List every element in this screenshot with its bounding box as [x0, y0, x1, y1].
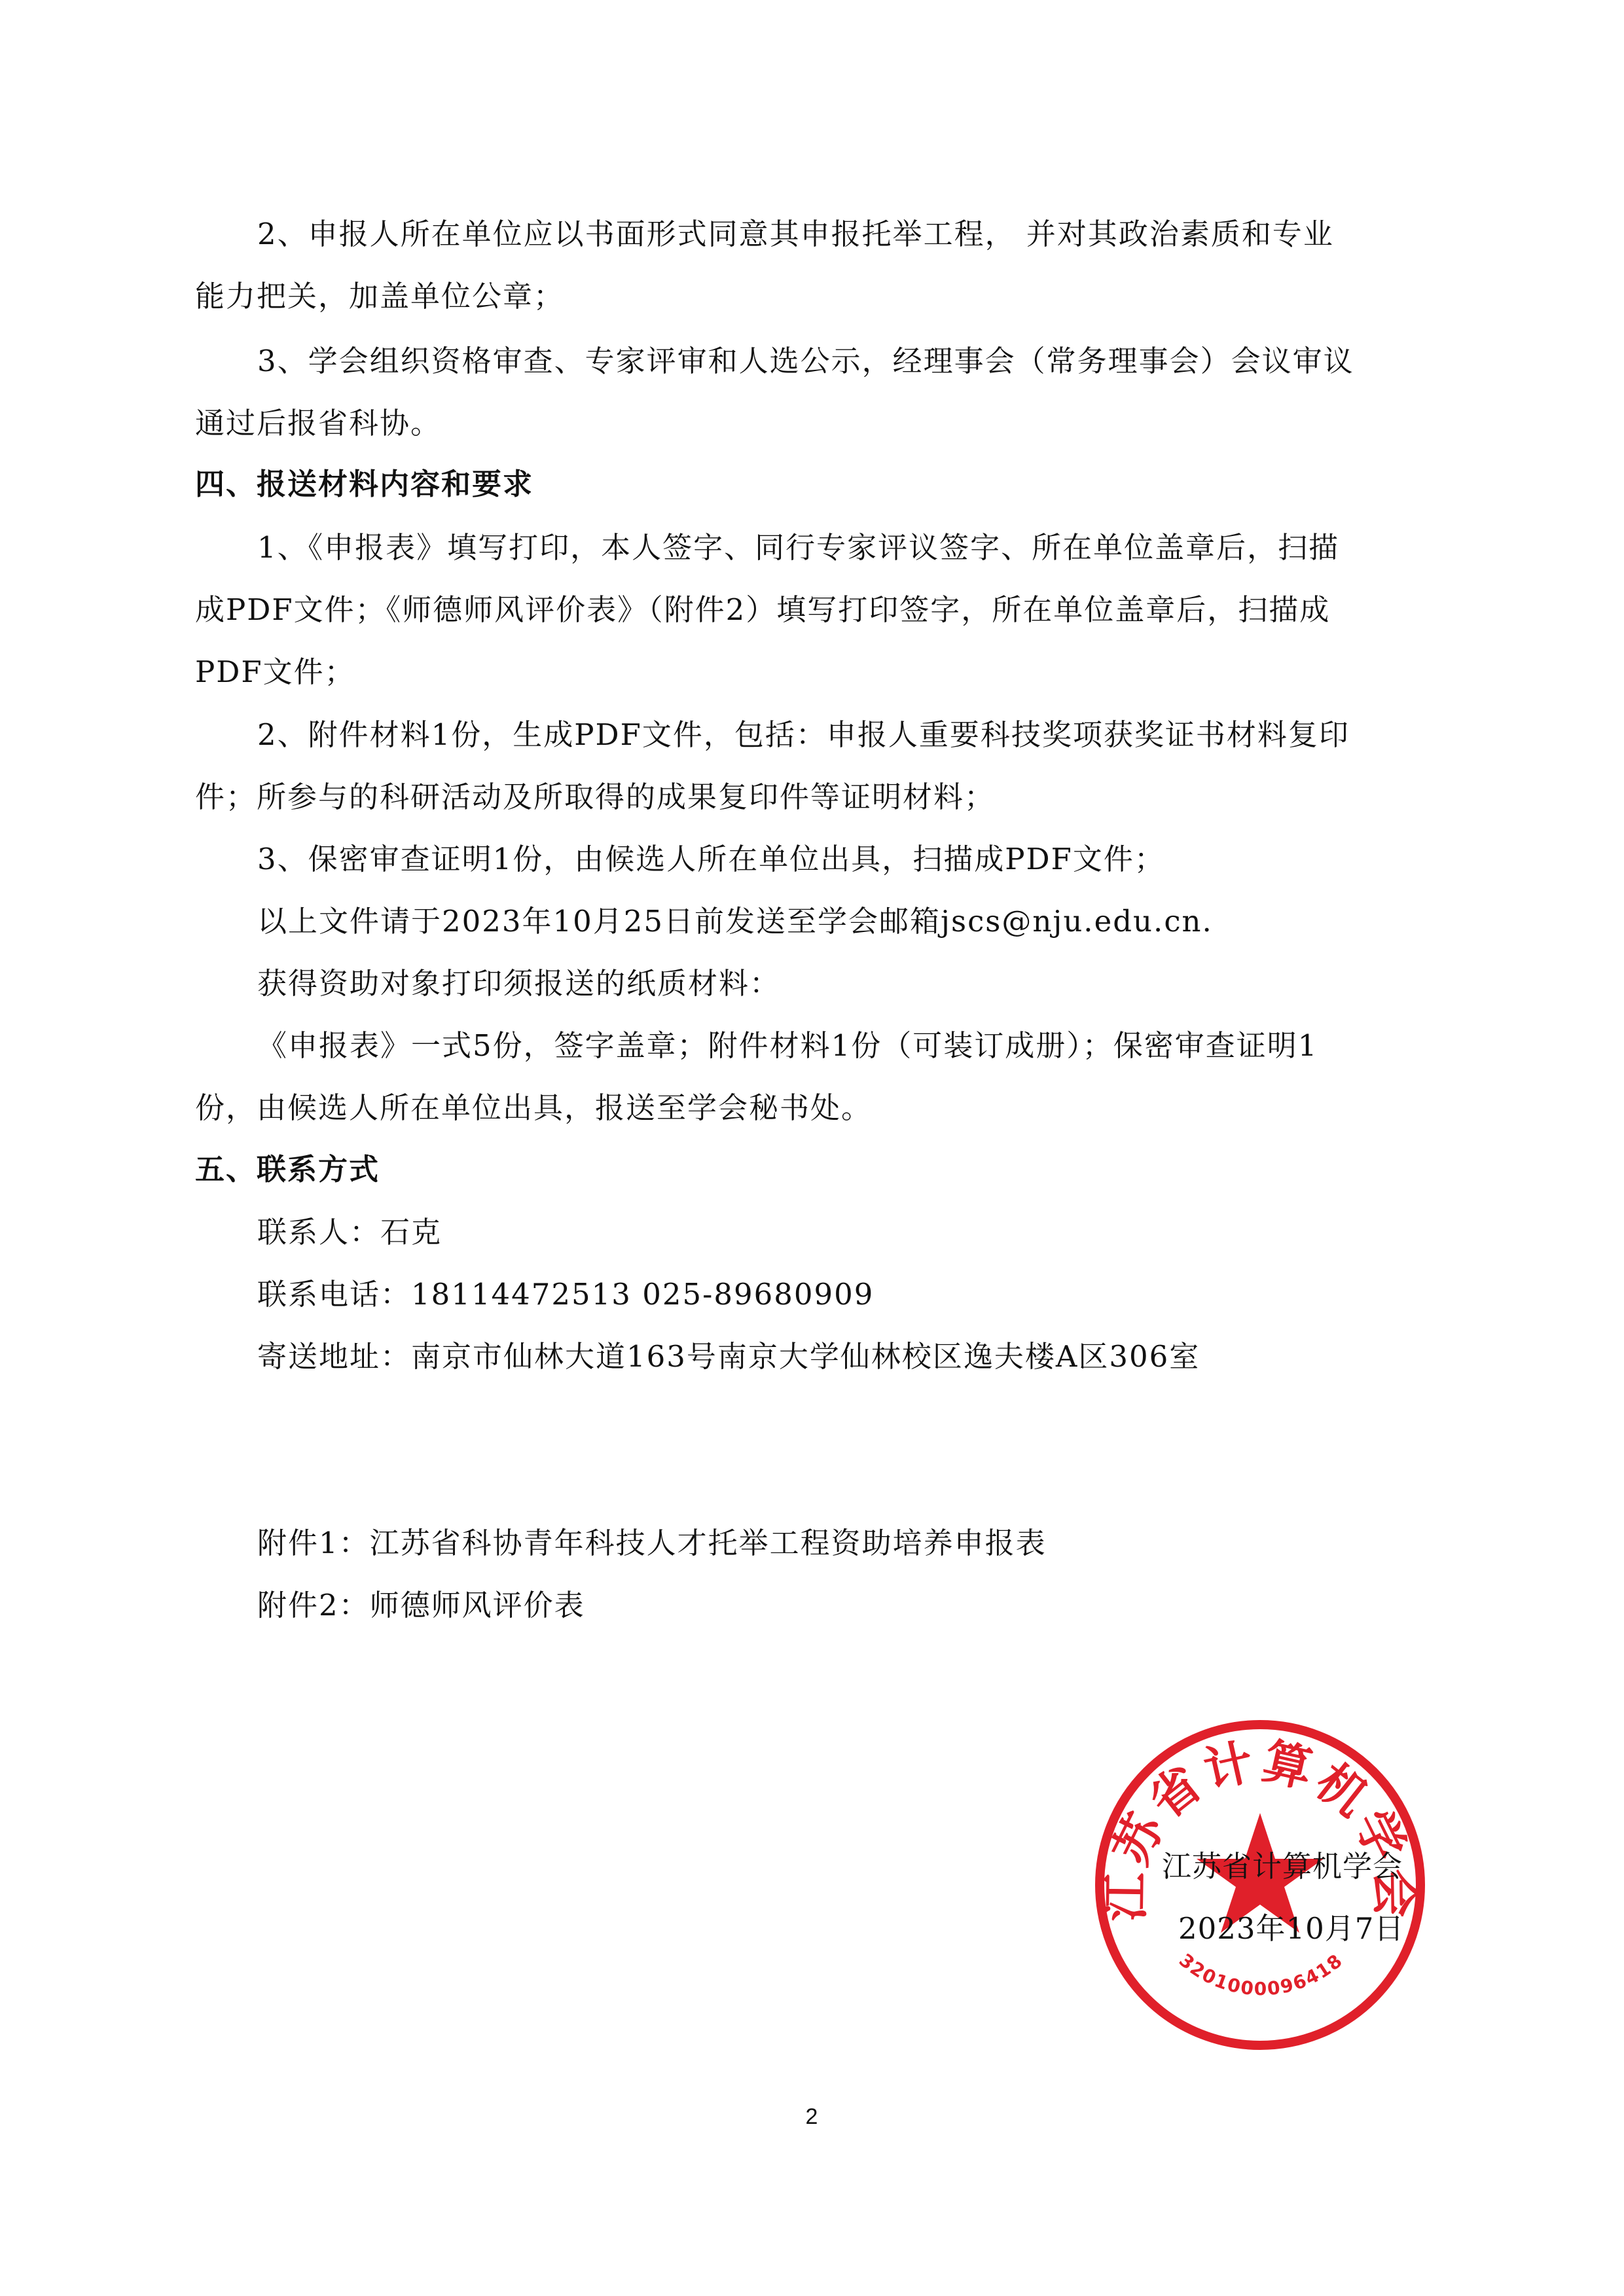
- paper-materials-line-1: 《申报表》一式5份，签字盖章；附件材料1份（可装订成册）；保密审查证明1: [257, 1028, 1318, 1063]
- materials-item-2-line-1: 2、附件材料1份，生成PDF文件，包括：申报人重要科技奖项获奖证书材料复印: [257, 717, 1350, 752]
- signature-organization: 江苏省计算机学会: [1162, 1849, 1403, 1884]
- materials-item-1-line-3: PDF文件；: [195, 655, 355, 689]
- materials-item-1-line-1: 1、《申报表》填写打印，本人签字、同行专家评议签字、所在单位盖章后，扫描: [257, 530, 1340, 565]
- contact-person: 联系人：石克: [257, 1215, 442, 1249]
- paragraph-3-line-1: 3、学会组织资格审查、专家评审和人选公示，经理事会（常务理事会）会议审议: [257, 344, 1354, 378]
- signature-date: 2023年10月7日: [1178, 1911, 1405, 1946]
- section-heading-5: 五、联系方式: [195, 1152, 380, 1187]
- seal-arc-text: 江苏省计算机学会: [1097, 1732, 1423, 1922]
- materials-item-3: 3、保密审查证明1份，由候选人所在单位出具，扫描成PDF文件；: [257, 842, 1165, 876]
- page-number: 2: [805, 2104, 818, 2129]
- section-heading-4: 四、报送材料内容和要求: [195, 467, 534, 501]
- attachment-1: 附件1：江苏省科协青年科技人才托举工程资助培养申报表: [257, 1526, 1047, 1560]
- contact-address: 寄送地址：南京市仙林大道163号南京大学仙林校区逸夫楼A区306室: [257, 1339, 1200, 1374]
- deadline-paragraph: 以上文件请于2023年10月25日前发送至学会邮箱jscs@nju.edu.cn.: [257, 904, 1213, 939]
- contact-phone: 联系电话：18114472513 025-89680909: [257, 1277, 875, 1312]
- paper-materials-line-2: 份，由候选人所在单位出具，报送至学会秘书处。: [195, 1090, 873, 1125]
- attachment-2: 附件2：师德师风评价表: [257, 1588, 585, 1623]
- seal-registration-number: 3201000096418: [1174, 1949, 1348, 2000]
- materials-item-2-line-2: 件；所参与的科研活动及所取得的成果复印件等证明材料；: [195, 780, 996, 814]
- materials-item-1-line-2: 成PDF文件；《师德师风评价表》（附件2）填写打印签字，所在单位盖章后，扫描成: [195, 592, 1331, 627]
- paragraph-2-line-2: 能力把关，加盖单位公章；: [195, 279, 565, 314]
- paragraph-2-line-1: 2、申报人所在单位应以书面形式同意其申报托举工程， 并对其政治素质和专业: [257, 217, 1334, 251]
- paper-materials-intro: 获得资助对象打印须报送的纸质材料：: [257, 966, 781, 1001]
- paragraph-3-line-2: 通过后报省科协。: [195, 406, 442, 440]
